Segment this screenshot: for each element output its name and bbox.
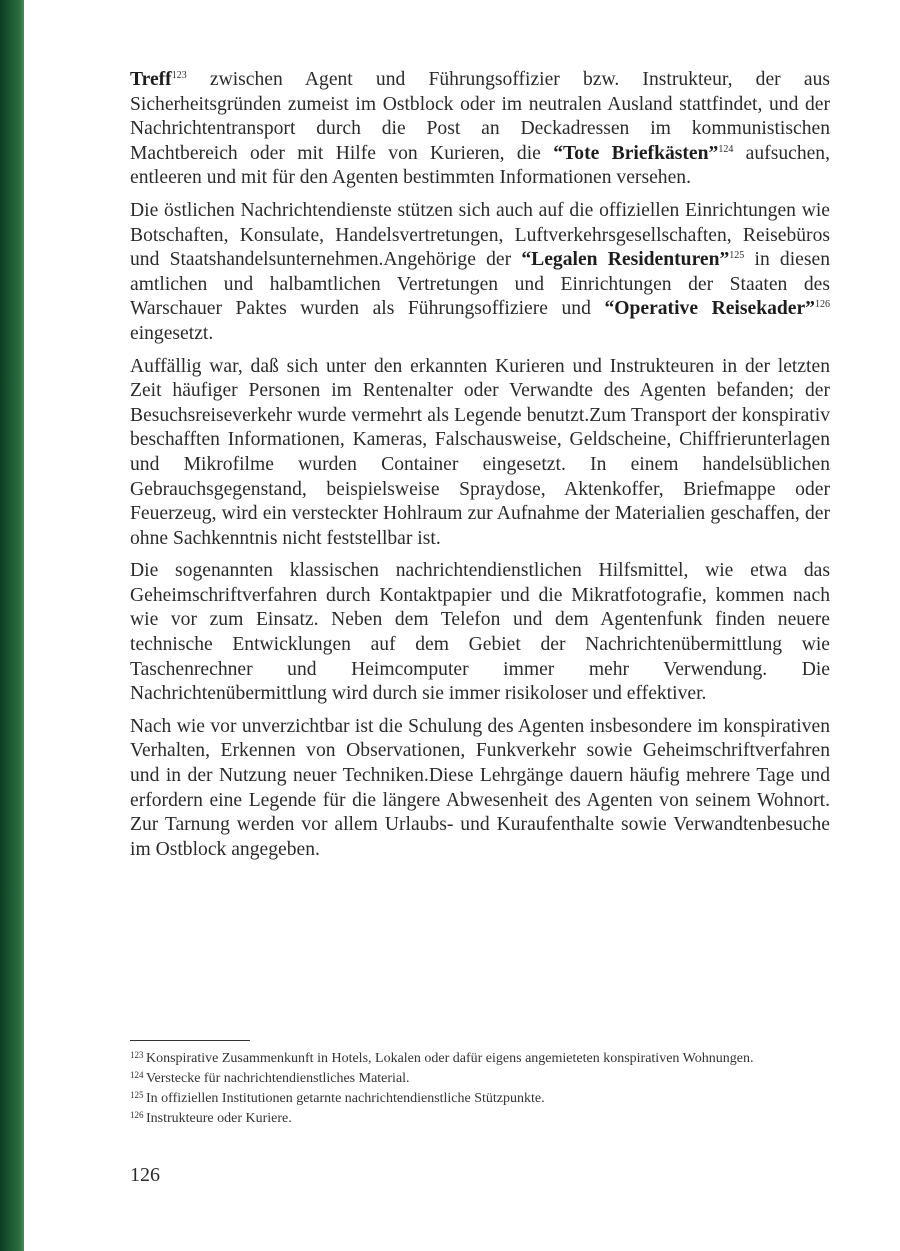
footnote-divider [130,1040,250,1041]
footnote-number: 124 [130,1070,144,1080]
term-operative-reisekader: “Operative Reisekader” [604,298,815,320]
page-number: 126 [130,1164,160,1186]
text-run: aufsuchen, entleeren und mit für den Agenten bestimmten Informationen versehen. [130,142,831,189]
footnote [130,1049,830,1068]
footnote [130,1089,830,1108]
text-run: zwischen Agent und Führungsoffizier bzw. Instrukteur, der aus Sicherheitsgründen zumeist im Ostblock oder im neutralen Ausland stattfindet, und der Nachrichtentransport durch die Post an Deckadressen im kommunistischen Machtbereich oder mit Hilfe von Kurieren, die [130,69,830,164]
text-run: eingesetzt. [130,322,214,344]
term-treff: Treff [130,69,172,90]
footnote-text: In offiziellen Institutionen getarnte nachrichtendienstliche Stützpunkte. [146,1091,545,1106]
text-run: Die östlichen Nachrichtendienste stützen sich auch auf die offiziellen Einrichtungen wie Botschaften, Konsulate, Handelsvertretungen, Luftverkehrsgesellschaften, Reisebüros und Staatshandelsunternehmen.Angehörige der [130,199,830,271]
paragraph [130,199,830,347]
footnote-text: Verstecke für nachrichtendienstliches Material. [146,1071,410,1086]
footnote-number: 125 [130,1090,144,1100]
footnotes [130,1049,830,1129]
text-run: in diesen amtlichen und halbamtlichen Vertretungen und Einrichtungen der Staaten des Warschauer Paktes wurden als Führungsoffiziere und [130,249,830,320]
main-text [130,68,830,870]
term-tote-briefkaesten: “Tote Briefkästen” [553,142,719,164]
footnote-text: Instrukteure oder Kuriere. [146,1111,292,1126]
footnote-ref: 126 [814,299,830,311]
paragraph [130,559,830,707]
footnote-text: Konspirative Zusammenkunft in Hotels, Lokalen oder dafür eigens angemieteten konspirativen Wohnungen. [146,1051,754,1066]
book-spine-edge [0,0,24,1251]
footnote-ref: 123 [171,70,187,81]
paragraph [130,715,830,863]
footnote-ref: 125 [729,250,745,262]
term-legale-residenturen: “Legalen Residenturen” [521,249,730,271]
text-run: Die sogenannten klassischen nachrichtendienstlichen Hilfsmittel, wie etwa das Geheimschriftverfahren durch Kontaktpapier und die Mikratfotografie, kommen nach wie vor zum Einsatz. Neben dem Telefon und dem Agentenfunk finden neuere technische Entwicklungen auf dem Gebiet der Nachrichtenübermittlung wie Taschenrechner und Heimcomputer immer mehr Verwendung. Die Nachrichtenübermittlung wird durch sie immer risikoloser und effektiver. [130,560,830,705]
footnote-number: 123 [130,1050,144,1060]
text-run: Auffällig war, daß sich unter den erkannten Kurieren und Instrukteuren in der letzten Zeit häufiger Personen im Rentenalter oder Verwandte des Agenten befanden; der Besuchsreiseverkehr wurde vermehrt als Legende benutzt.Zum Transport der konspirativ beschafften Informationen, Kameras, Falschausweise, Geldscheine, Chiffrierunterlagen und Mikrofilme wurden Container eingesetzt. In einem handelsüblichen Gebrauchsgegenstand, beispielsweise Spraydose, Aktenkoffer, Briefmappe oder Feuerzeug, wird ein versteckter Hohlraum zur Aufnahme der Materialien geschaffen, der ohne Sachkenntnis nicht feststellbar ist. [130,355,830,549]
footnote-number: 126 [130,1110,144,1120]
text-run: Nach wie vor unverzichtbar ist die Schulung des Agenten insbesondere im konspirativen Verhalten, Erkennen von Observationen, Funkverkehr sowie Geheimschriftverfahren und in der Nutzung neuer Techniken.Diese Lehrgänge dauern häufig mehrere Tage und erfordern eine Legende für die längere Abwesenheit des Agenten von seinem Wohnort. Zur Tarnung werden vor allem Urlaubs- und Kuraufenthalte sowie Verwandtenbesuche im Ostblock angegeben. [130,715,830,860]
footnote [130,1109,830,1128]
paragraph [130,68,830,191]
footnote-ref: 124 [718,143,734,155]
paragraph [130,355,830,552]
footnote [130,1069,830,1088]
